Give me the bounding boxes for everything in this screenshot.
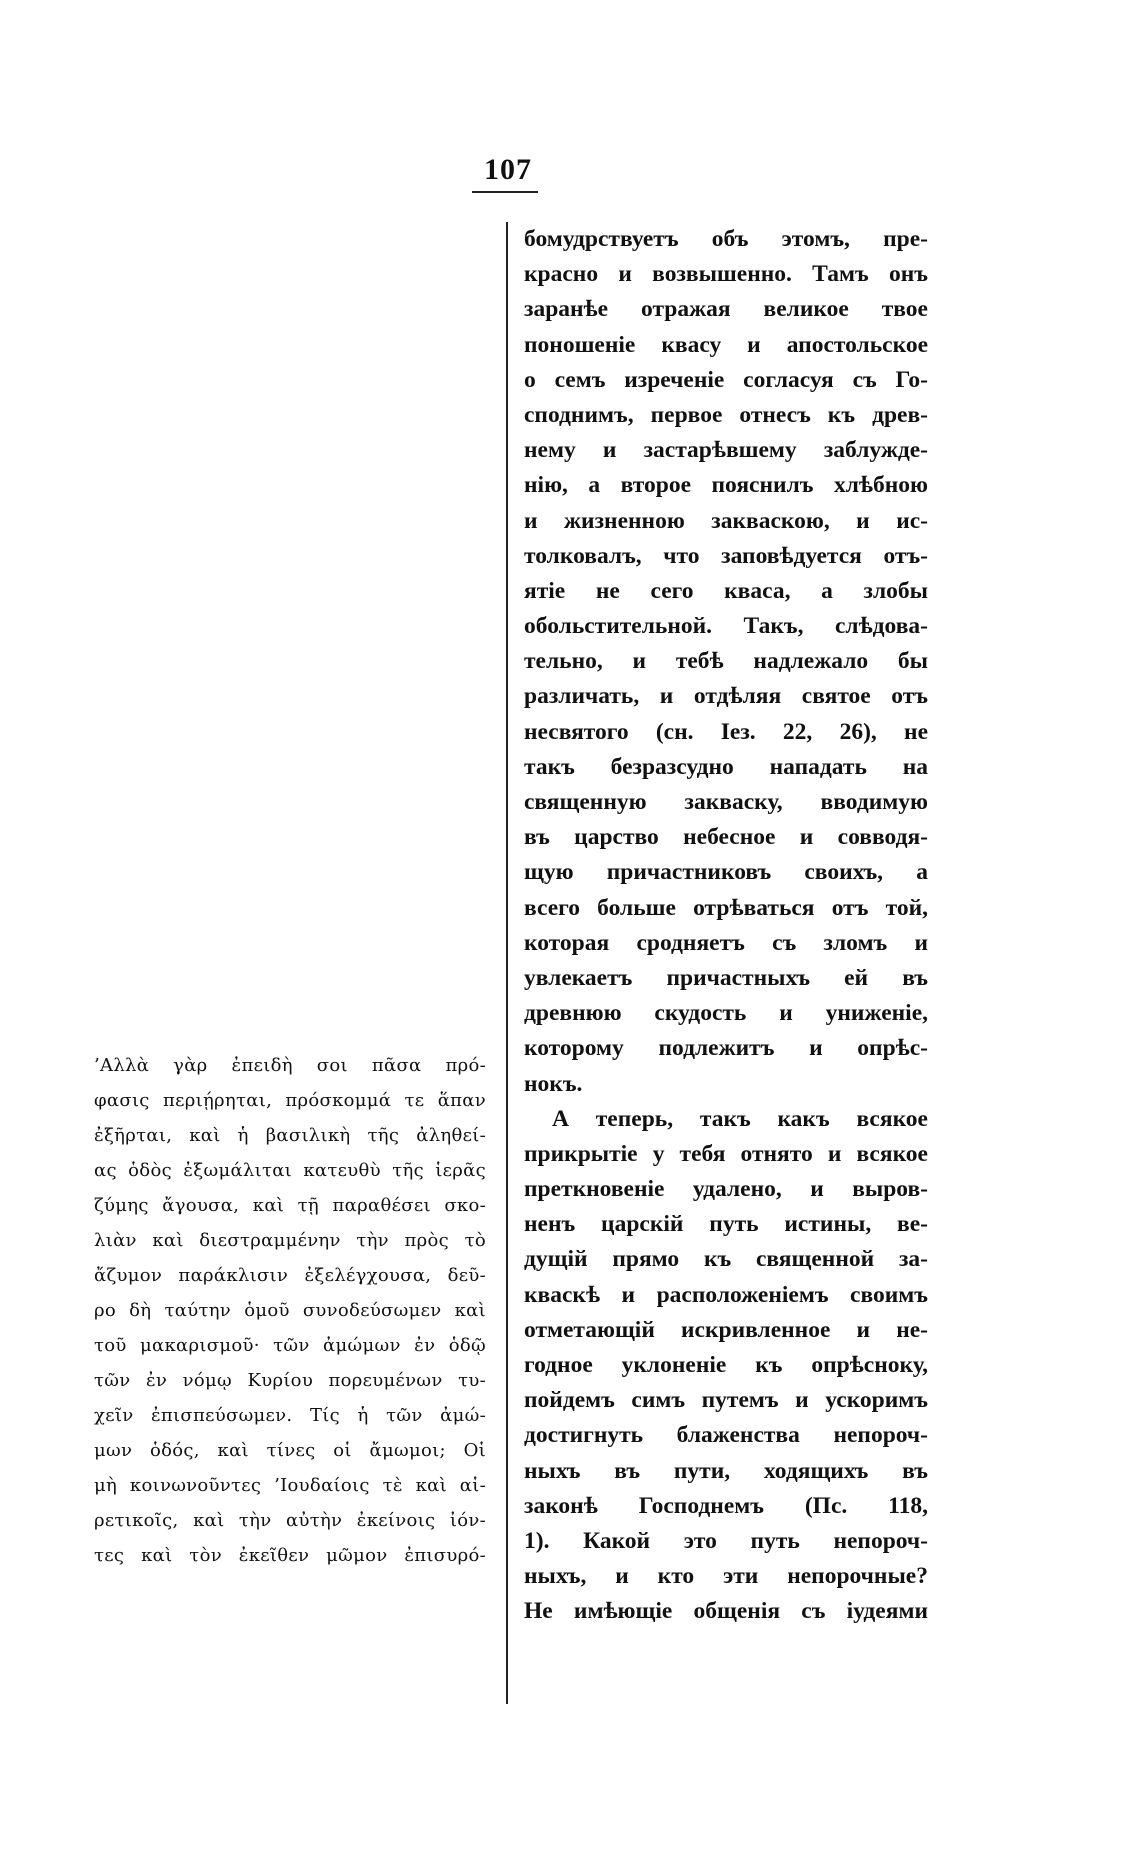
russian-line: прикрытіе у тебя отнято и всякое [524,1140,928,1167]
russian-text-column [524,222,928,1630]
russian-line: отметающій искривленное и не- [524,1316,928,1343]
russian-line: священную закваску, вводимую [524,789,928,815]
russian-line: 1). Какой это путь непороч- [524,1527,928,1554]
greek-line: τοῦ μακαρισμοῦ· τῶν ἀμώμων ἐν ὁδῷ [94,1335,486,1356]
russian-line: ненъ царскій путь истины, ве- [524,1211,928,1238]
greek-line: ’Αλλὰ γὰρ ἐπειδὴ σοι πᾶσα πρό- [94,1055,486,1076]
russian-line: пойдемъ симъ путемъ и ускоримъ [524,1387,928,1414]
greek-line: ἄζυμον παράκλισιν ἐξελέγχουσα, δεῦ- [94,1265,486,1286]
russian-line: ятіе не сего кваса, а злобы [524,577,928,604]
greek-line: τες καὶ τὸν ἐκεῖθεν μῶμον ἐπισυρό- [94,1545,486,1566]
russian-line: дущій прямо къ священной за- [524,1246,928,1273]
greek-line: χεῖν ἐπισπεύσωμεν. Τίς ἡ τῶν ἀμώ- [94,1405,486,1426]
russian-line: А теперь, такъ какъ всякое [552,1105,928,1132]
greek-line: ζύμης ἄγουσα, καὶ τῇ παραθέσει σκο- [94,1195,486,1216]
greek-line: φασις περιῄρηται, πρόσκομμά τε ἅπαν [94,1090,486,1111]
russian-line: Не имѣющіе общенія съ іудеями [524,1598,928,1625]
russian-line: о семъ изреченіе согласуя съ Го- [524,366,928,393]
russian-line: кваскѣ и расположеніемъ своимъ [524,1281,928,1308]
russian-line: бомудрствуетъ объ этомъ, пре- [524,226,928,252]
greek-line: ρο δὴ ταύτην ὁμοῦ συνοδεύσωμεν καὶ [94,1300,486,1321]
russian-line: годное уклоненіе къ опрѣсноку, [524,1352,928,1378]
russian-line: которому подлежитъ и опрѣс- [524,1035,928,1062]
russian-line: различать, и отдѣляя святое отъ [524,683,928,710]
russian-line: всего больше отрѣваться отъ той, [524,894,928,921]
russian-line: нему и застарѣвшему заблужде- [524,437,928,464]
russian-line: тельно, и тебѣ надлежало бы [524,648,928,675]
russian-line: и жизненною закваскою, и ис- [524,507,928,534]
column-divider [506,222,508,1704]
russian-line: красно и возвышенно. Тамъ онъ [524,261,928,288]
russian-line: нію, а второе пояснилъ хлѣбною [524,472,928,499]
greek-line: ρετικοῖς, καὶ τὴν αὐτὴν ἐκείνοις ἰόν- [94,1510,486,1531]
russian-line: толковалъ, что заповѣдуется отъ- [524,542,928,569]
greek-line: τῶν ἐν νόμῳ Κυρίου πορευμένων τυ- [94,1370,486,1391]
greek-line: ας ὁδὸς ἐξωμάλιται κατευθὺ τῆς ἱερᾶς [94,1160,486,1181]
russian-line: въ царство небесное и совводя- [524,824,928,851]
greek-line: μων ὁδός, καὶ τίνες οἱ ἄμωμοι; Οἱ [94,1440,486,1461]
russian-line: заранѣе отражая великое твое [524,296,928,323]
russian-line: древнюю скудость и униженіе, [524,1000,928,1027]
russian-line: достигнуть блаженства непороч- [524,1422,928,1449]
greek-line: λιὰν καὶ διεστραμμένην τὴν πρὸς τὸ [94,1230,486,1251]
russian-line: увлекаетъ причастныхъ ей въ [524,964,928,991]
russian-line: законѣ Господнемъ (Пс. 118, [524,1492,928,1519]
russian-line: ныхъ, и кто эти непорочные? [524,1563,928,1590]
greek-line: ἐξῆρται, καὶ ἡ βασιλικὴ τῆς ἀληθεί- [94,1125,486,1146]
russian-line: споднимъ, первое отнесъ къ древ- [524,401,928,428]
russian-line: нокъ. [524,1070,583,1097]
page-number-rule [472,191,538,193]
page-number: 107 [484,153,532,186]
russian-line: ныхъ въ пути, ходящихъ въ [524,1457,928,1484]
russian-line: несвятого (сн. Іез. 22, 26), не [524,718,928,745]
russian-line: такъ безразсудно нападать на [524,753,928,780]
russian-line: поношеніе квасу и апостольское [524,331,928,358]
russian-line: щую причастниковъ своихъ, а [524,859,928,886]
russian-line: преткновеніе удалено, и выров- [524,1176,928,1203]
russian-line: которая сродняетъ съ зломъ и [524,929,928,956]
greek-line: μὴ κοινωνοῦντες ’Ιουδαίοις τὲ καὶ αἱ- [94,1475,486,1496]
russian-line: обольстительной. Такъ, слѣдова- [524,613,928,640]
greek-text-column [94,1048,486,1573]
